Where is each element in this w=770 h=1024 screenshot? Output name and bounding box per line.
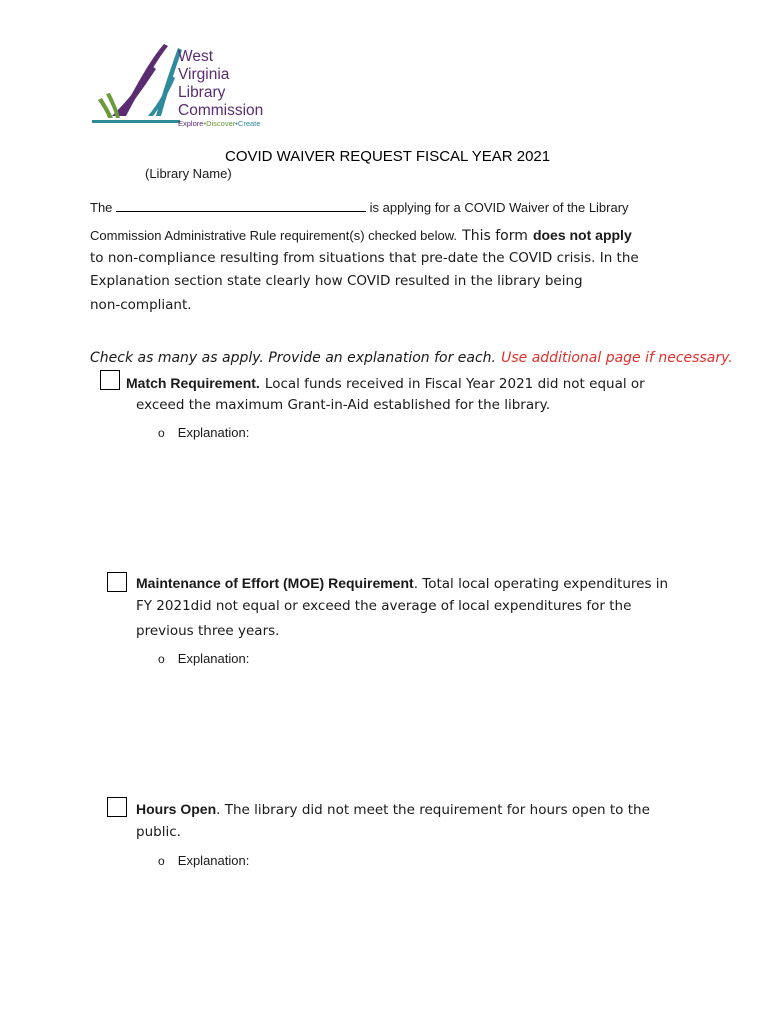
logo-tagline <box>178 119 260 128</box>
intro-line-3: to non-compliance resulting from situations that pre-date the COVID crisis. In the <box>90 250 639 266</box>
match-requirement-line-1 <box>126 373 645 392</box>
bullet-icon: o <box>158 426 165 440</box>
moe-explanation <box>158 648 249 667</box>
hours-open-text-1: . The library did not meet the requirement for hours open to the <box>216 802 650 818</box>
intro-the: The <box>90 200 113 215</box>
bullet-icon: o <box>158 652 165 666</box>
hours-open-text-2: public. <box>136 824 181 840</box>
tag-discover: Discover <box>206 119 236 128</box>
page-title: COVID WAIVER REQUEST FISCAL YEAR 2021 <box>225 148 551 165</box>
match-requirement-heading: Match Requirement. <box>126 375 260 391</box>
logo-wordmark <box>178 48 263 120</box>
intro-line-4: Explanation section state clearly how COVID resulted in the library being <box>90 273 583 289</box>
moe-requirement-text-1: . Total local operating expenditures in <box>413 576 669 592</box>
instructions-main: Check as many as apply. Provide an explanation for each. <box>90 350 497 366</box>
instructions <box>90 347 733 366</box>
library-name-label: (Library Name) <box>145 166 232 181</box>
tag-sep-2: • <box>235 119 238 128</box>
hours-explanation <box>158 850 249 869</box>
hours-open-checkbox[interactable] <box>107 797 127 817</box>
tag-explore: Explore <box>178 119 204 128</box>
intro-applying: is applying for a COVID Waiver of the Library <box>369 200 629 215</box>
hours-open-heading: Hours Open <box>136 801 217 817</box>
match-explanation-label: Explanation: <box>177 425 250 440</box>
logo-line-4: Commission <box>178 102 264 119</box>
match-explanation <box>158 422 249 441</box>
match-requirement-text-1: Local funds received in Fiscal Year 2021 did not equal or <box>264 376 645 392</box>
moe-explanation-area[interactable] <box>180 668 700 778</box>
logo-line-3: Library <box>178 84 226 101</box>
moe-explanation-label: Explanation: <box>177 651 250 666</box>
moe-requirement-text-3: previous three years. <box>136 623 280 639</box>
bullet-icon: o <box>158 854 165 868</box>
hours-explanation-label: Explanation: <box>177 853 250 868</box>
tag-sep-1: • <box>203 119 207 128</box>
logo-line-1: West <box>178 48 214 65</box>
intro-line-5: non-compliant. <box>90 297 192 313</box>
match-explanation-area[interactable] <box>180 442 700 552</box>
intro-line-2b: This form <box>462 228 528 244</box>
moe-requirement-line-1 <box>136 573 668 592</box>
tag-create: Create <box>237 119 261 128</box>
hours-explanation-area[interactable] <box>180 870 700 990</box>
intro-line-2a: Commission Administrative Rule requirement(s) checked below. <box>90 228 458 243</box>
hours-open-line-1 <box>136 799 650 818</box>
intro-does-not-apply: does not apply <box>532 227 632 243</box>
intro-line-1 <box>90 200 629 215</box>
moe-requirement-checkbox[interactable] <box>107 572 127 592</box>
instructions-note: Use additional page if necessary. <box>501 350 733 366</box>
logo-line-2: Virginia <box>178 66 230 83</box>
moe-requirement-text-2: FY 2021did not equal or exceed the average of local expenditures for the <box>136 598 632 614</box>
match-requirement-checkbox[interactable] <box>100 370 120 390</box>
intro-line-2 <box>90 225 632 244</box>
match-requirement-text-2: exceed the maximum Grant-in-Aid established for the library. <box>136 397 551 413</box>
moe-requirement-heading: Maintenance of Effort (MOE) Requirement <box>136 575 414 591</box>
library-name-field[interactable] <box>116 201 366 212</box>
